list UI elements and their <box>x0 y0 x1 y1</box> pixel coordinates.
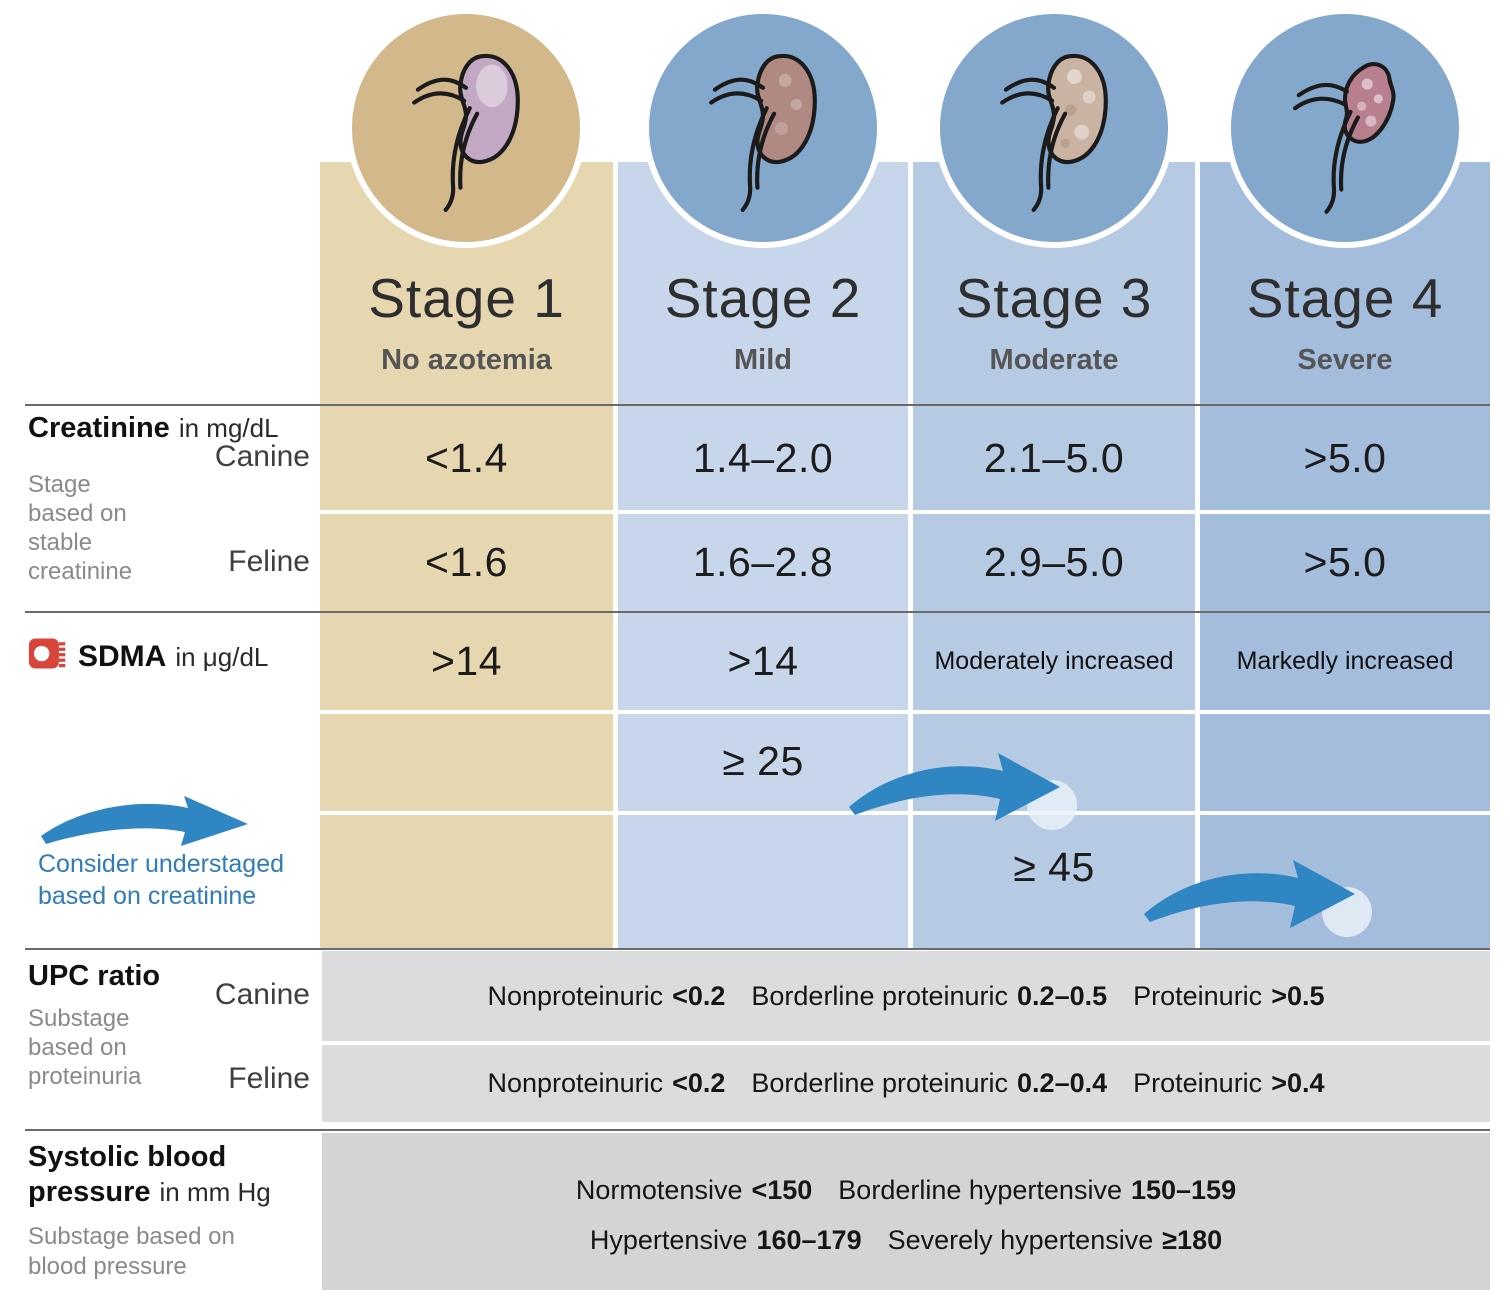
upc-canine-nonproteinuric-label: Nonproteinuric <box>487 980 664 1011</box>
sdma-stage3-cutoff: ≥ 45 <box>1013 843 1095 890</box>
creatinine-canine-stage3: 2.1–5.0 <box>983 434 1125 481</box>
understaged-arrow-icon <box>38 794 253 849</box>
sdma-stage4-value: Markedly increased <box>1236 647 1454 675</box>
upc-canine-borderline-label: Borderline proteinuric <box>751 980 1009 1011</box>
bp-section-title <box>28 1140 271 1210</box>
creatinine-side-note <box>28 470 132 586</box>
sdma-title-text: SDMA <box>78 640 167 673</box>
bp-borderline-hypertensive-value: 150–159 <box>1130 1174 1237 1205</box>
upc-feline-row <box>322 1045 1490 1122</box>
upc-canine-borderline-value: 0.2–0.5 <box>1017 980 1108 1011</box>
creatinine-feline-stage3: 2.9–5.0 <box>983 539 1125 585</box>
bp-hypertensive-value: 160–179 <box>756 1224 862 1255</box>
stage-2-subtitle: Mild <box>734 344 792 376</box>
section-divider <box>25 948 1490 950</box>
bp-unit: in mm Hg <box>159 1177 271 1207</box>
creatinine-canine-stage1: <1.4 <box>425 434 508 481</box>
kidney-stage-1-icon <box>392 36 540 221</box>
stage-4-kidney-circle <box>1225 8 1465 248</box>
note-line: blood pressure <box>28 1253 187 1280</box>
upc-canine-label: Canine <box>214 978 310 1011</box>
bp-title-line1: Systolic blood <box>28 1141 227 1173</box>
creatinine-unit: in mg/dL <box>178 413 279 443</box>
note-line: Stage <box>28 471 91 498</box>
upc-canine-nonproteinuric-value: <0.2 <box>672 980 726 1011</box>
sdma-unit: in μg/dL <box>175 642 269 672</box>
note-line: based on <box>28 1034 127 1061</box>
note-line: Consider understaged <box>38 850 284 878</box>
upc-feline-borderline-value: 0.2–0.4 <box>1017 1068 1108 1098</box>
upc-feline-proteinuric-value: >0.4 <box>1271 1068 1325 1098</box>
bp-title-pressure: pressure <box>28 1176 151 1208</box>
bp-hypertensive-label: Hypertensive <box>589 1224 748 1255</box>
bp-severely-hypertensive-label: Severely hypertensive <box>887 1224 1154 1255</box>
creatinine-feline-stage4: >5.0 <box>1303 539 1387 585</box>
stage-1-subtitle: No azotemia <box>381 344 552 376</box>
creatinine-feline-label: Feline <box>228 545 310 578</box>
kidney-stage-2-icon <box>689 36 837 221</box>
note-line: based on creatinine <box>38 882 257 910</box>
upc-feline-proteinuric-label: Proteinuric <box>1133 1068 1263 1098</box>
bp-side-note <box>28 1222 235 1282</box>
bp-borderline-hypertensive-label: Borderline hypertensive <box>838 1174 1122 1205</box>
kidney-stage-4-icon <box>1271 36 1419 221</box>
creatinine-canine-stage2: 1.4–2.0 <box>692 434 834 481</box>
upc-feline-nonproteinuric-label: Nonproteinuric <box>487 1068 664 1098</box>
stage-1-kidney-circle <box>346 8 586 248</box>
stage-4-subtitle: Severe <box>1297 344 1393 376</box>
sdma-stage3-value: Moderately increased <box>934 647 1174 675</box>
creatinine-title-text: Creatinine <box>28 412 170 444</box>
creatinine-feline-stage1: <1.6 <box>425 539 508 585</box>
understaged-note <box>38 848 284 912</box>
bp-normotensive-value: <150 <box>751 1174 813 1205</box>
kidney-stage-3-icon <box>980 36 1128 221</box>
sdma-stage2-value: >14 <box>727 638 799 684</box>
sdma-section-title <box>28 634 268 674</box>
stage2-to-stage3-arrow-icon <box>845 745 1085 840</box>
note-line: Substage based on <box>28 1223 235 1250</box>
creatinine-feline-stage2: 1.6–2.8 <box>692 539 834 585</box>
sdma-stage2-cutoff: ≥ 25 <box>722 738 804 784</box>
creatinine-canine-label: Canine <box>214 440 310 473</box>
note-line: creatinine <box>28 558 133 585</box>
note-line: based on <box>28 500 127 527</box>
section-divider <box>25 404 1490 406</box>
row-separator <box>320 510 1490 514</box>
stage-3-title: Stage 3 <box>955 267 1153 329</box>
note-line: Substage <box>28 1005 130 1032</box>
stage3-to-stage4-arrow-icon <box>1140 852 1380 947</box>
note-line: stable <box>28 529 93 556</box>
upc-canine-proteinuric-value: >0.5 <box>1271 980 1325 1011</box>
bp-title-line2 <box>28 1175 271 1210</box>
bp-row-2 <box>322 1210 1490 1270</box>
upc-section-title: UPC ratio <box>28 960 161 992</box>
creatinine-canine-stage4: >5.0 <box>1303 434 1387 481</box>
sdma-red-badge-icon <box>28 634 68 674</box>
stage-3-subtitle: Moderate <box>989 344 1119 376</box>
upc-canine-proteinuric-label: Proteinuric <box>1133 980 1263 1011</box>
upc-side-note <box>28 1004 141 1091</box>
upc-feline-label: Feline <box>228 1062 310 1095</box>
stage-4-title: Stage 4 <box>1246 267 1444 329</box>
bp-normotensive-label: Normotensive <box>575 1174 743 1205</box>
upc-feline-nonproteinuric-value: <0.2 <box>672 1068 726 1098</box>
bp-severely-hypertensive-value: ≥180 <box>1162 1224 1223 1255</box>
sdma-stage1-value: >14 <box>430 638 503 684</box>
upc-feline-borderline-label: Borderline proteinuric <box>751 1068 1009 1098</box>
stage-2-kidney-circle <box>643 8 883 248</box>
stage-2-title: Stage 2 <box>664 267 862 329</box>
upc-canine-row <box>322 951 1490 1041</box>
stage-3-kidney-circle <box>934 8 1174 248</box>
note-line: proteinuria <box>28 1063 142 1090</box>
section-divider <box>25 611 1490 613</box>
stage-1-title: Stage 1 <box>368 267 565 329</box>
section-divider <box>25 1129 1490 1131</box>
